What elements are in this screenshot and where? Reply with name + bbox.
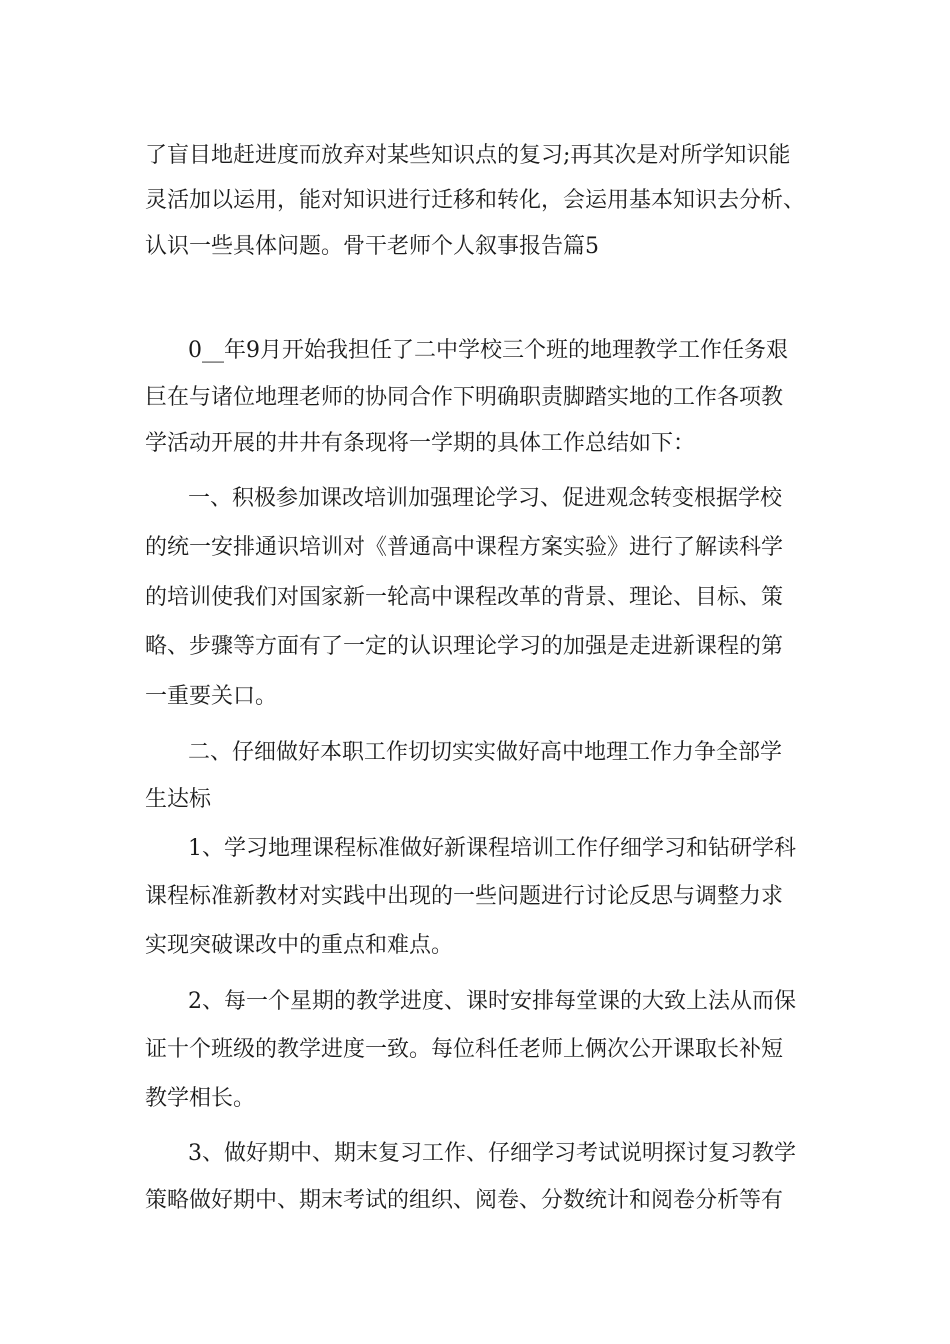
text-line <box>0 677 950 717</box>
text-line <box>0 1134 950 1174</box>
line-text: 课程标准新教材对实践中出现的一些问题进行讨论反思与调整力求 <box>145 884 784 909</box>
line-text: 了盲目地赶进度而放弃对某些知识点的复习;再其次是对所学知识能 <box>145 143 791 168</box>
line-text: 的统一安排通识培训对《普通高中课程方案实验》进行了解读科学 <box>145 535 784 560</box>
text-line <box>0 528 950 568</box>
line-text: 生达标 <box>145 787 212 812</box>
line-text: 0__年9月开始我担任了二中学校三个班的地理教学工作任务艰 <box>188 338 788 363</box>
text-line <box>0 578 950 618</box>
line-text: 的培训使我们对国家新一轮高中课程改革的背景、理论、目标、策 <box>145 585 784 610</box>
line-text: 一重要关口。 <box>145 684 278 709</box>
text-line <box>0 1079 950 1119</box>
text-line <box>0 733 950 773</box>
line-text: 证十个班级的教学进度一致。每位科任老师上俩次公开课取长补短 <box>145 1037 784 1062</box>
text-line <box>0 926 950 966</box>
line-text: 2、每一个星期的教学进度、课时安排每堂课的大致上法从而保 <box>188 989 796 1014</box>
text-line <box>0 181 950 221</box>
line-text: 二、仔细做好本职工作切切实实做好高中地理工作力争全部学 <box>188 740 783 765</box>
text-line <box>0 331 950 371</box>
text-line <box>0 136 950 176</box>
line-text: 灵活加以运用，能对知识进行迁移和转化，会运用基本知识去分析、 <box>145 188 806 213</box>
line-text: 3、做好期中、期末复习工作、仔细学习考试说明探讨复习教学 <box>188 1141 796 1166</box>
line-text: 1、学习地理课程标准做好新课程培训工作仔细学习和钻研学科 <box>188 836 796 861</box>
line-text: 策略做好期中、期末考试的组织、阅卷、分数统计和阅卷分析等有 <box>145 1188 784 1213</box>
text-line <box>0 877 950 917</box>
text-line <box>0 627 950 667</box>
text-line <box>0 424 950 464</box>
text-line <box>0 227 950 267</box>
text-line <box>0 982 950 1022</box>
line-text: 一、积极参加课改培训加强理论学习、促进观念转变根据学校 <box>188 486 783 511</box>
line-text: 学活动开展的井井有条现将一学期的具体工作总结如下： <box>145 431 696 456</box>
text-line <box>0 780 950 820</box>
text-line <box>0 1030 950 1070</box>
text-line <box>0 378 950 418</box>
line-text: 教学相长。 <box>145 1086 256 1111</box>
line-text: 略、步骤等方面有了一定的认识理论学习的加强是走进新课程的第 <box>145 634 784 659</box>
text-line <box>0 1181 950 1221</box>
text-line <box>0 479 950 519</box>
line-text: 巨在与诸位地理老师的协同合作下明确职责脚踏实地的工作各项教 <box>145 385 784 410</box>
text-line <box>0 829 950 869</box>
line-text: 认识一些具体问题。骨干老师个人叙事报告篇5 <box>145 234 599 259</box>
line-text: 实现突破课改中的重点和难点。 <box>145 933 454 958</box>
